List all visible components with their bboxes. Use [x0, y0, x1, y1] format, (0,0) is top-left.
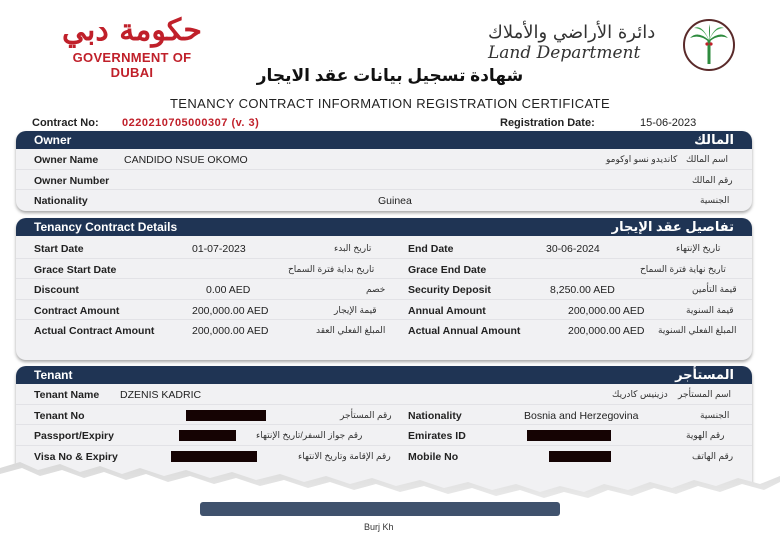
details-right-label: End Date — [408, 243, 454, 255]
details-left-label-ar: المبلغ الفعلي العقد — [316, 325, 386, 335]
emirates-id-label-ar: رقم الهوية — [686, 430, 725, 440]
visa-label-ar: رقم الإقامة وتاريخ الانتهاء — [298, 450, 391, 461]
contract-details-title-ar: تفاصيل عقد الإيجار — [611, 219, 734, 234]
details-row — [16, 320, 752, 341]
details-right-label: Actual Annual Amount — [408, 325, 521, 337]
details-left-value: 200,000.00 AED — [192, 304, 269, 317]
tenant-name-label: Tenant Name — [34, 389, 100, 401]
details-left-label: Contract Amount — [34, 304, 120, 317]
redacted-emirates-id — [527, 430, 611, 441]
owner-nationality-row — [16, 190, 752, 211]
details-left-value: 200,000.00 AED — [192, 325, 269, 337]
tenant-name-label-ar: اسم المستأجر — [678, 389, 731, 399]
torn-paper-edge — [0, 456, 780, 547]
ld-english-wordmark: Land Department — [488, 43, 641, 63]
footer-partial-text: Burj Kh — [364, 522, 394, 532]
palm-tree-icon — [682, 18, 736, 72]
owner-section — [16, 131, 752, 211]
registration-date-label: Registration Date: — [500, 117, 595, 129]
details-right-label-ar: تاريخ الإنتهاء — [676, 243, 721, 253]
details-right-label-ar: المبلغ الفعلي السنوية — [658, 325, 737, 335]
details-right-label-ar: قيمة التأمين — [692, 284, 737, 294]
owner-nationality-label: Nationality — [34, 195, 88, 207]
contract-no-label: Contract No: — [32, 117, 99, 129]
details-left-label: Actual Contract Amount — [34, 325, 155, 337]
contract-info-row — [32, 117, 748, 131]
details-left-label-ar: تاريخ البدء — [334, 243, 372, 253]
tenant-nationality-label: Nationality — [408, 409, 462, 422]
mobile-label: Mobile No — [408, 450, 459, 463]
tenant-section-header — [16, 366, 752, 384]
passport-label: Passport/Expiry — [34, 430, 114, 442]
details-row — [16, 238, 752, 259]
details-right-value: 30-06-2024 — [546, 243, 600, 255]
details-right-value: 200,000.00 AED — [568, 304, 645, 317]
owner-title-ar: المالك — [694, 132, 734, 147]
owner-number-row — [16, 170, 752, 191]
contract-details-header — [16, 218, 752, 236]
tenant-no-row — [16, 405, 752, 426]
passport-label-ar: رقم جواز السفر/تاريخ الإنتهاء — [256, 430, 363, 440]
details-right-label: Grace End Date — [408, 263, 487, 276]
details-right-label-ar: تاريخ نهاية فترة السماح — [640, 263, 726, 274]
tenant-title-ar: المستأجر — [675, 367, 734, 382]
tenant-nationality-label-ar: الجنسية — [700, 409, 730, 420]
owner-section-header — [16, 131, 752, 149]
details-left-label: Discount — [34, 284, 79, 296]
certificate-title-arabic: شهادة تسجيل بيانات عقد الايجار — [256, 66, 524, 85]
tenant-passport-row — [16, 425, 752, 446]
owner-name-row — [16, 149, 752, 170]
owner-number-label: Owner Number — [34, 174, 110, 187]
owner-nationality-label-ar: الجنسية — [700, 195, 730, 205]
owner-nationality-value: Guinea — [378, 195, 412, 207]
contract-details-section — [16, 218, 752, 360]
details-right-label: Annual Amount — [408, 304, 486, 317]
tenant-nationality-value: Bosnia and Herzegovina — [524, 409, 639, 422]
redacted-tenant-no — [186, 410, 266, 421]
registration-date-value: 15-06-2023 — [640, 117, 697, 129]
owner-title-en: Owner — [34, 133, 72, 147]
contract-no-value: 0220210705000307 (v. 3) — [122, 117, 260, 129]
visa-label: Visa No & Expiry — [34, 450, 118, 463]
owner-name-label-ar: اسم المالك — [686, 154, 729, 164]
owner-name-value: CANDIDO NSUE OKOMO — [124, 154, 248, 166]
mobile-label-ar: رقم الهاتف — [692, 450, 734, 461]
contract-details-title-en: Tenancy Contract Details — [34, 220, 178, 234]
details-row — [16, 279, 752, 300]
owner-name-label: Owner Name — [34, 154, 99, 166]
details-left-label: Grace Start Date — [34, 263, 117, 276]
tenant-name-value: DZENIS KADRIC — [120, 389, 202, 401]
tenant-title-en: Tenant — [34, 368, 73, 382]
details-right-value: 200,000.00 AED — [568, 325, 645, 337]
details-left-label: Start Date — [34, 243, 84, 255]
ld-arabic-wordmark: دائرة الأراضي والأملاك — [488, 22, 656, 43]
details-row — [16, 300, 752, 321]
tenant-no-label-ar: رقم المستأجر — [340, 409, 392, 420]
land-department-logo — [486, 18, 736, 68]
certificate-title-english: TENANCY CONTRACT INFORMATION REGISTRATION CERTIFICATE — [169, 96, 611, 111]
gov-english-wordmark: GOVERNMENT OF DUBAI — [72, 50, 192, 80]
emirates-id-label: Emirates ID — [408, 430, 466, 442]
details-left-value: 01-07-2023 — [192, 243, 246, 255]
owner-number-label-ar: رقم المالك — [692, 174, 733, 185]
details-row — [16, 259, 752, 280]
details-left-label-ar: خصم — [366, 284, 386, 294]
gov-arabic-wordmark: حكومة دبي — [62, 13, 202, 48]
details-left-value: 0.00 AED — [206, 284, 251, 296]
details-right-value: 8,250.00 AED — [550, 284, 615, 296]
certificate-header — [0, 0, 780, 120]
contract-details-rows — [16, 236, 752, 341]
details-left-label-ar: قيمة الإيجار — [334, 304, 377, 315]
details-right-label-ar: قيمة السنوية — [686, 304, 734, 315]
owner-name-value-ar: كانديدو نسو اوكومو — [606, 154, 678, 164]
tenant-name-value-ar: دزينيس كادريك — [612, 389, 668, 399]
details-right-label: Security Deposit — [408, 284, 491, 296]
tenant-no-label: Tenant No — [34, 409, 85, 422]
redacted-passport — [179, 430, 236, 441]
tenant-name-row — [16, 384, 752, 405]
details-left-label-ar: تاريخ بداية فترة السماح — [288, 263, 375, 274]
